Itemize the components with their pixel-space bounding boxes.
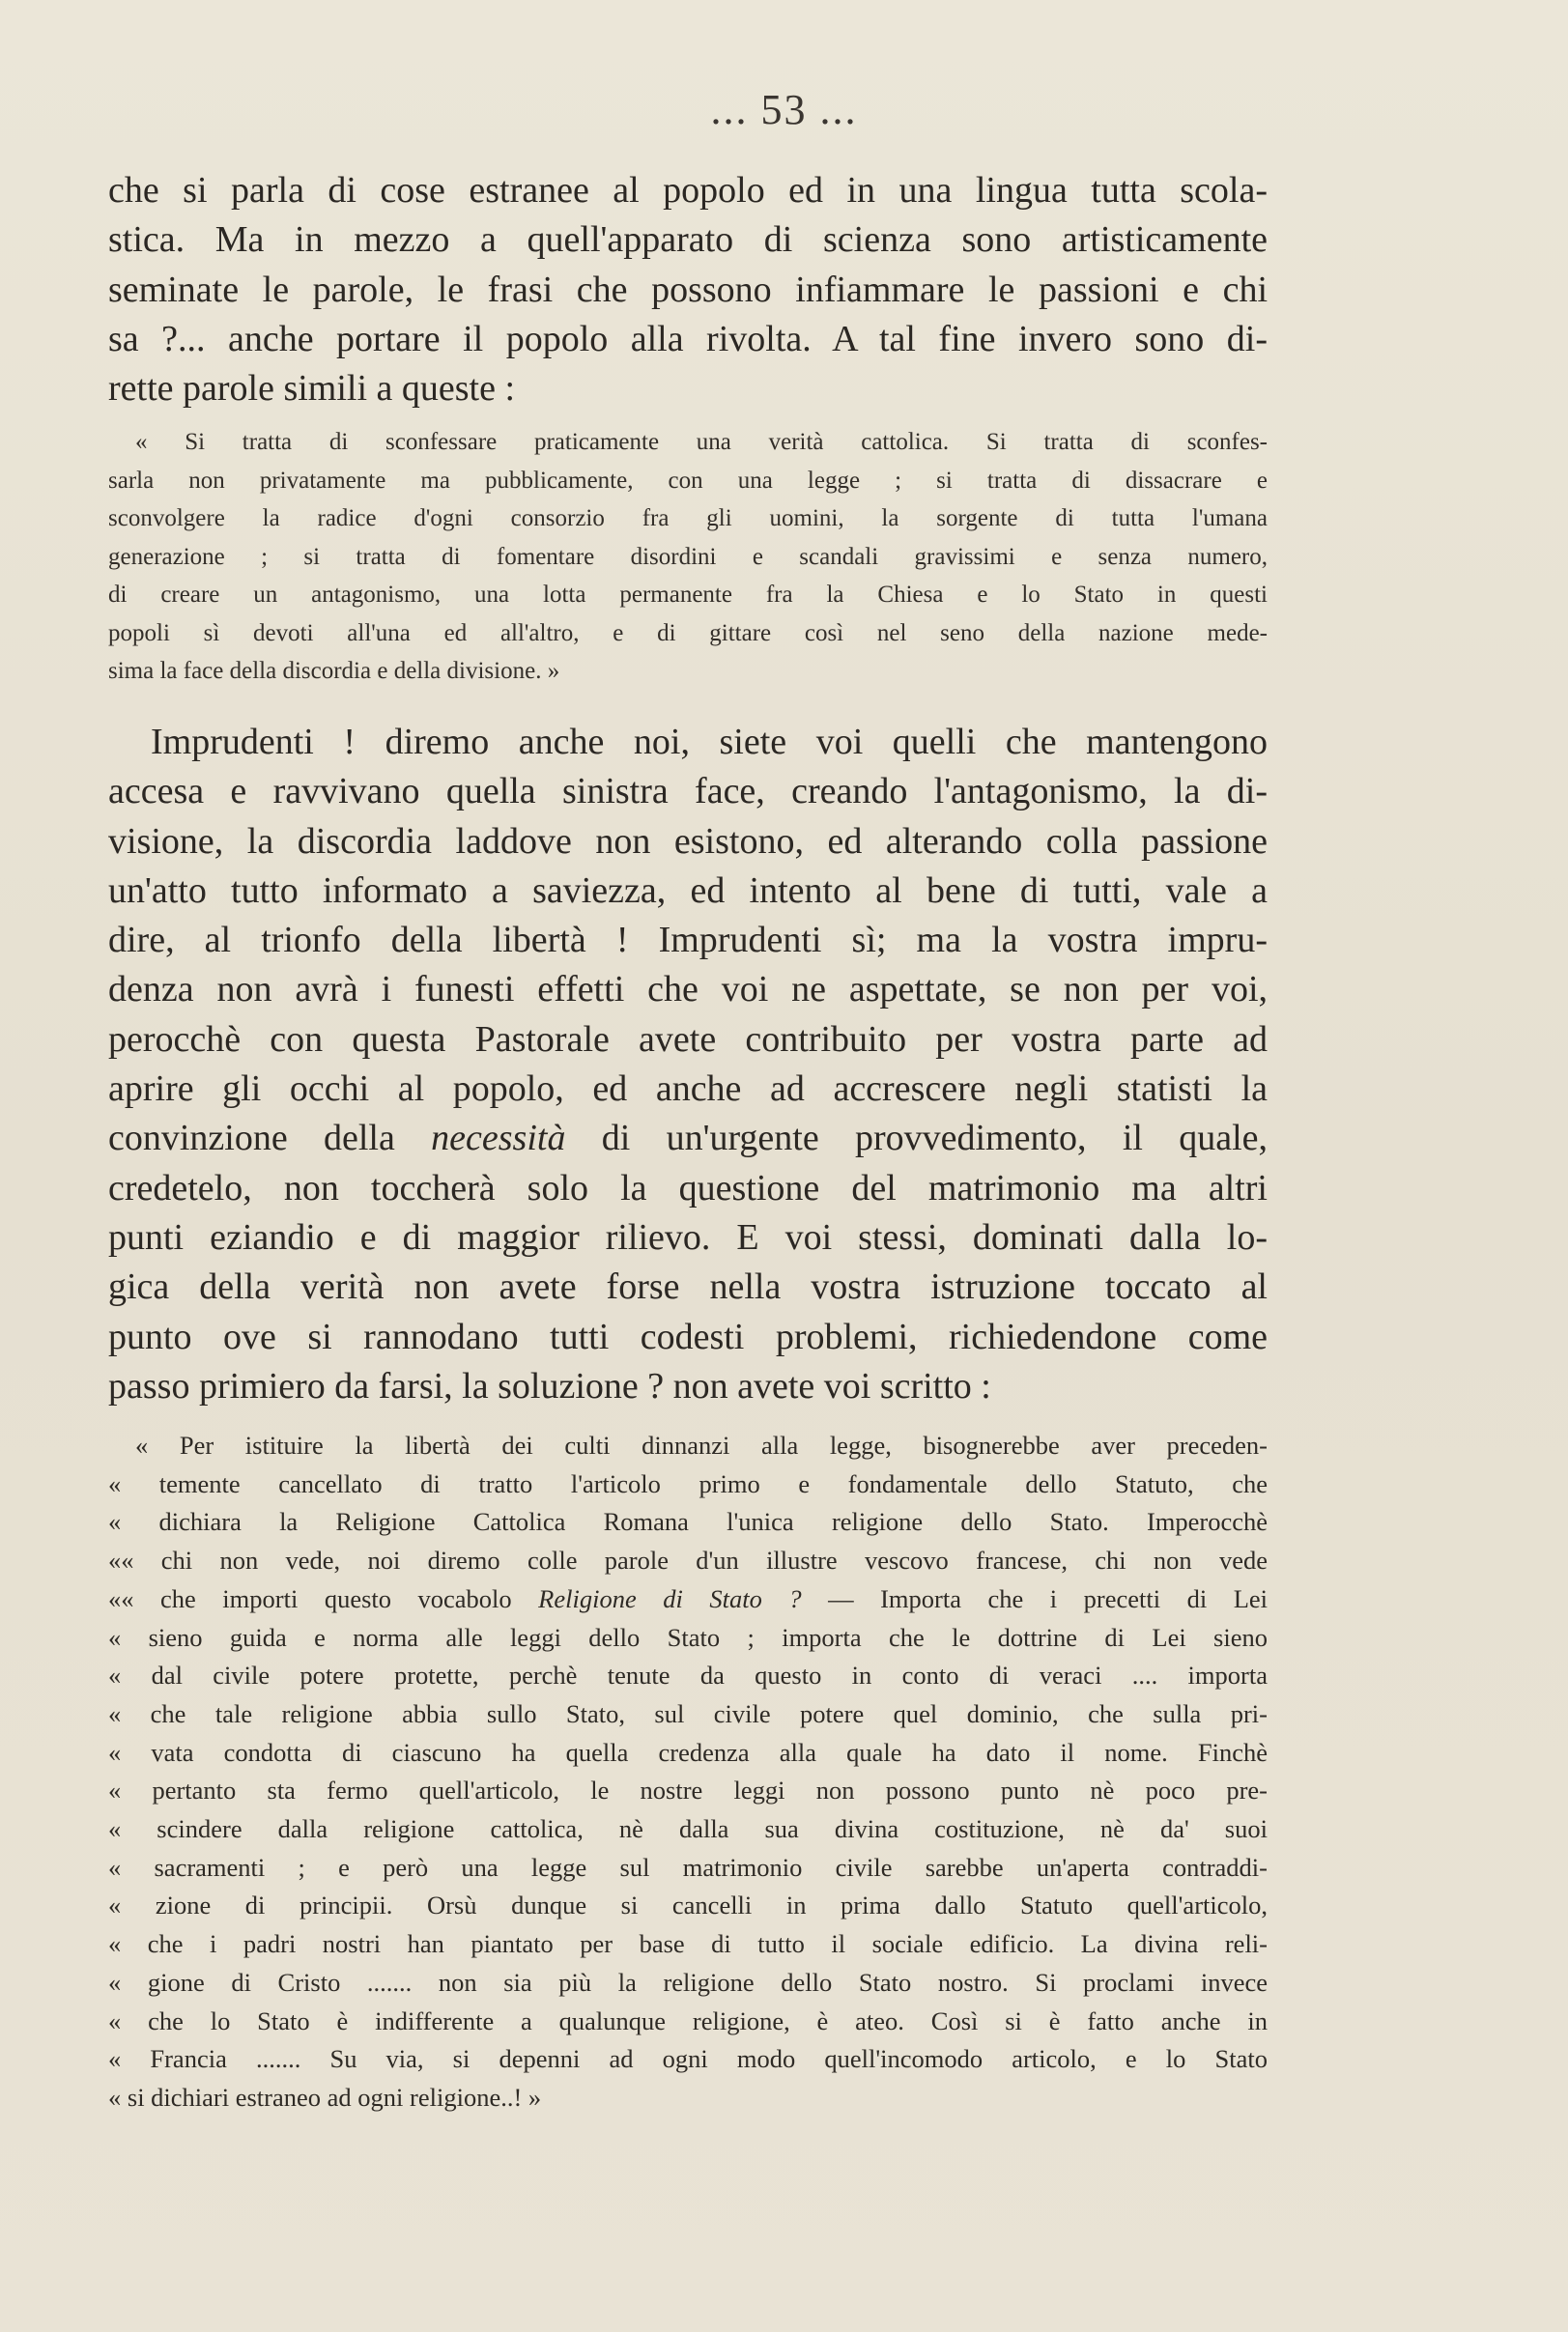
text-segment: — Importa che i precetti di Lei [828, 1583, 1269, 1613]
quote-line: « dichiara la Religione Cattolica Romana l'unica religione dello Stato. Imperocchè [108, 1507, 1268, 1537]
quote-line: « dal civile potere protette, perchè tenute da questo in conto di veraci .... importa [108, 1661, 1268, 1691]
quote-line: « sacramenti ; e però una legge sul matrimonio civile sarebbe un'aperta contraddi- [108, 1852, 1268, 1882]
text-line: Imprudenti ! diremo anche noi, siete voi quelli che mantengono [151, 722, 1268, 762]
text-line: accesa e ravvivano quella sinistra face, creando l'antagonismo, la di- [108, 771, 1268, 812]
text-line: punto ove si rannodano tutti codesti problemi, richiedendone come [108, 1316, 1268, 1357]
quote-line: « Francia ....... Su via, si depenni ad ogni modo quell'incomodo articolo, e lo Stato [108, 2044, 1268, 2074]
text-line: stica. Ma in mezzo a quell'apparato di scienza sono artisticamente [108, 219, 1268, 261]
quote-line: « gione di Cristo ....... non sia più la religione dello Stato nostro. Si proclami invece [108, 1967, 1268, 1997]
text-line: passo primiero da farsi, la soluzione ? non avete voi scritto : [108, 1365, 991, 1407]
text-line: un'atto tutto informato a saviezza, ed intento al bene di tutti, vale a [108, 869, 1268, 911]
paragraph-2 [108, 718, 1268, 1411]
text-line: perocchè con questa Pastorale avete contribuito per vostra parte ad [108, 1018, 1268, 1060]
text-line: dire, al trionfo della libertà ! Imprudenti sì; ma la vostra impru- [108, 920, 1268, 961]
text-line: gica della verità non avete forse nella vostra istruzione toccato al [108, 1266, 1268, 1308]
quote-line: di creare un antagonismo, una lotta permanente fra la Chiesa e lo Stato in questi [108, 582, 1268, 608]
paragraph-1 [108, 166, 1268, 413]
italic-word: necessità [431, 1118, 566, 1159]
quote-line: generazione ; si tratta di fomentare disordini e scandali gravissimi e senza numero, [108, 543, 1268, 570]
quote-line: « che lo Stato è indifferente a qualunque religione, è ateo. Così si è fatto anche in [108, 2005, 1268, 2035]
quote-line: « zione di principii. Orsù dunque si cancelli in prima dallo Statuto quell'articolo, [108, 1891, 1268, 1920]
text-segment: convinzione della [108, 1118, 395, 1159]
text-line: sa ?... anche portare il popolo alla rivolta. A tal fine invero sono di- [108, 318, 1268, 359]
quote-line: « Per istituire la libertà dei culti dinnanzi alla legge, bisognerebbe aver preceden- [135, 1431, 1268, 1460]
text-line: aprire gli occhi al popolo, ed anche ad accrescere negli statisti la [108, 1068, 1268, 1110]
block-quote-1 [108, 423, 1268, 691]
quote-line: « che i padri nostri han piantato per base di tutto il sociale edificio. La divina reli- [108, 1929, 1268, 1959]
quote-line: « scindere dalla religione cattolica, nè dalla sua divina costituzione, nè da' suoi [108, 1814, 1268, 1844]
quote-line: « pertanto sta fermo quell'articolo, le nostre leggi non possono punto nè poco pre- [108, 1776, 1268, 1806]
text-segment: di un'urgente provvedimento, il quale, [601, 1118, 1269, 1159]
page-number: ... 53 ... [710, 86, 858, 133]
text-line: credetelo, non toccherà solo la questione del matrimonio ma altri [108, 1167, 1268, 1209]
quote-line: sima la face della discordia e della divisione. » [108, 658, 560, 684]
text-line: punti eziandio e di maggior rilievo. E voi stessi, dominati dalla lo- [108, 1216, 1268, 1258]
quote-line: « sieno guida e norma alle leggi dello Stato ; importa che le dottrine di Lei sieno [108, 1622, 1268, 1652]
quote-line: «« chi non vede, noi diremo colle parole d'un illustre vescovo francese, chi non vede [108, 1546, 1268, 1576]
text-line: che si parla di cose estranee al popolo ed in una lingua tutta scola- [108, 170, 1268, 211]
italic-phrase: Religione di Stato ? [538, 1583, 802, 1613]
text-segment: «« che importi questo vocabolo [108, 1583, 512, 1613]
quote-line: « Si tratta di sconfessare praticamente una verità cattolica. Si tratta di sconfes- [135, 429, 1268, 455]
text-line [108, 1114, 1268, 1163]
quote-line: sarla non privatamente ma pubblicamente, con una legge ; si tratta di dissacrare e [108, 467, 1268, 494]
text-line: rette parole simili a queste : [108, 368, 516, 410]
quote-line: sconvolgere la radice d'ogni consorzio fra gli uomini, la sorgente di tutta l'umana [108, 505, 1268, 531]
quote-line: « si dichiari estraneo ad ogni religione..! » [108, 2082, 542, 2112]
quote-line: « che tale religione abbia sullo Stato, sul civile potere quel dominio, che sulla pri- [108, 1698, 1268, 1728]
quote-line: « temente cancellato di tratto l'articolo primo e fondamentale dello Statuto, che [108, 1468, 1268, 1498]
text-line: denza non avrà i funesti effetti che voi ne aspettate, se non per voi, [108, 969, 1268, 1010]
text-line: visione, la discordia laddove non esistono, ed alterando colla passione [108, 820, 1268, 862]
text-line: seminate le parole, le frasi che possono infiammare le passioni e chi [108, 269, 1268, 310]
quote-line: « vata condotta di ciascuno ha quella credenza alla quale ha dato il nome. Finchè [108, 1737, 1268, 1767]
quote-line: popoli sì devoti all'una ed all'altro, e di gittare così nel seno della nazione mede- [108, 619, 1268, 646]
quote-line [108, 1580, 1268, 1619]
block-quote-2 [108, 1427, 1268, 2118]
